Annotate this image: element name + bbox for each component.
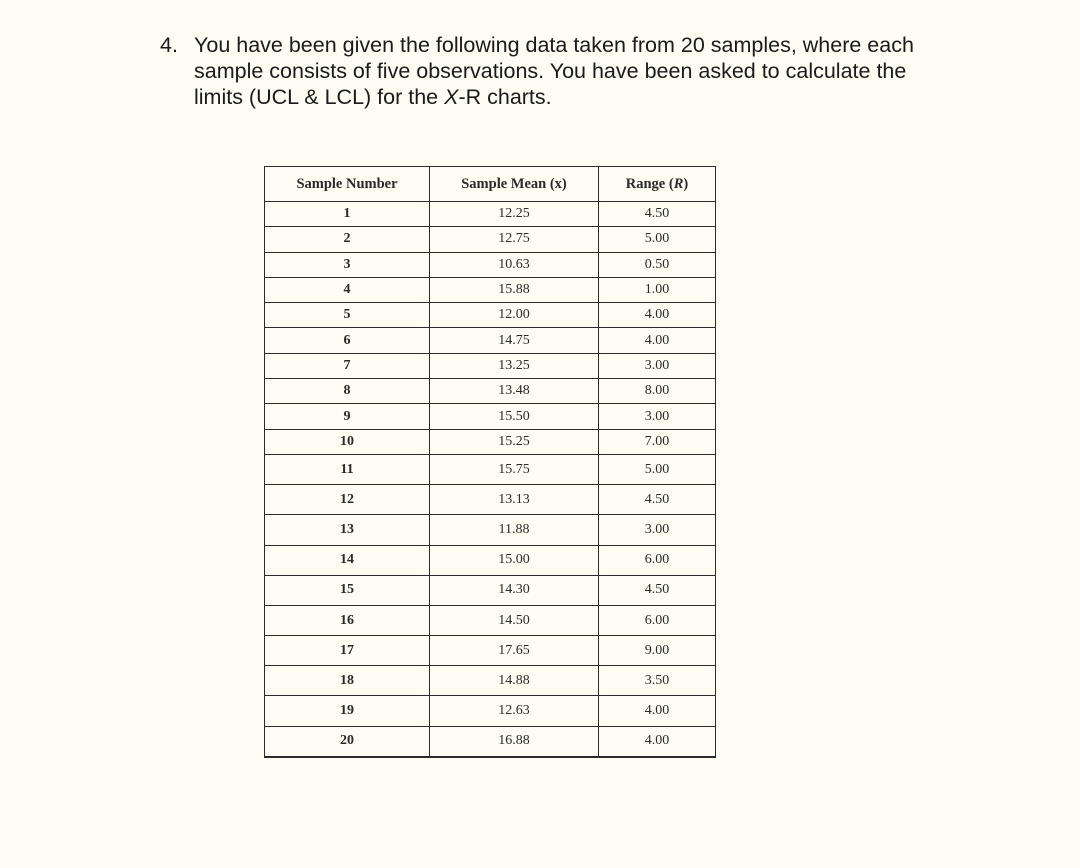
- table-row: [265, 353, 716, 378]
- cell-range: 6.00: [599, 605, 716, 635]
- cell-sample-mean: 16.88: [430, 726, 599, 757]
- cell-sample-number: 19: [265, 696, 430, 726]
- question-text: [194, 32, 966, 110]
- cell-sample-number: 7: [265, 353, 430, 378]
- cell-range: 0.50: [599, 252, 716, 277]
- cell-sample-number: 8: [265, 379, 430, 404]
- table-row: [265, 379, 716, 404]
- cell-sample-mean: 14.30: [430, 575, 599, 605]
- question-line-3-pre: limits (UCL & LCL) for the: [194, 85, 445, 109]
- header-range: [599, 167, 716, 202]
- cell-sample-mean: 12.25: [430, 202, 599, 227]
- table-row: [265, 696, 716, 726]
- table-row: [265, 666, 716, 696]
- cell-range: 4.50: [599, 485, 716, 515]
- cell-sample-number: 14: [265, 545, 430, 575]
- table-row: [265, 303, 716, 328]
- cell-sample-number: 17: [265, 636, 430, 666]
- table-body: [265, 202, 716, 757]
- question-number: 4.: [160, 33, 178, 57]
- cell-sample-number: 2: [265, 227, 430, 252]
- table-row: [265, 277, 716, 302]
- question-line-1: You have been given the following data taken from 20 samples, where each: [194, 33, 914, 57]
- cell-sample-number: 20: [265, 726, 430, 757]
- cell-range: 3.00: [599, 515, 716, 545]
- cell-sample-number: 16: [265, 605, 430, 635]
- cell-sample-mean: 17.65: [430, 636, 599, 666]
- header-sample-mean: Sample Mean (x): [430, 167, 599, 202]
- cell-range: 3.00: [599, 353, 716, 378]
- cell-range: 5.00: [599, 227, 716, 252]
- table-row: [265, 227, 716, 252]
- cell-sample-mean: 15.00: [430, 545, 599, 575]
- cell-sample-mean: 12.63: [430, 696, 599, 726]
- cell-sample-mean: 14.75: [430, 328, 599, 353]
- table-row: [265, 726, 716, 757]
- cell-sample-mean: 14.50: [430, 605, 599, 635]
- question-line-3-post: -R charts.: [458, 85, 552, 109]
- header-range-post: ): [683, 175, 689, 192]
- header-range-pre: Range (: [625, 175, 674, 192]
- cell-range: 3.00: [599, 404, 716, 429]
- cell-range: 4.00: [599, 696, 716, 726]
- header-range-r: R: [673, 175, 684, 192]
- table-row: [265, 636, 716, 666]
- cell-sample-mean: 15.88: [430, 277, 599, 302]
- cell-range: 4.50: [599, 575, 716, 605]
- table-row: [265, 605, 716, 635]
- table-row: [265, 429, 716, 454]
- cell-sample-number: 11: [265, 454, 430, 484]
- cell-sample-number: 18: [265, 666, 430, 696]
- cell-sample-mean: 11.88: [430, 515, 599, 545]
- cell-sample-number: 10: [265, 429, 430, 454]
- cell-sample-number: 6: [265, 328, 430, 353]
- cell-sample-mean: 10.63: [430, 252, 599, 277]
- question-line-2: sample consists of five observations. You have been asked to calculate the: [194, 59, 907, 83]
- cell-sample-mean: 12.00: [430, 303, 599, 328]
- cell-range: 4.50: [599, 202, 716, 227]
- cell-range: 4.00: [599, 303, 716, 328]
- cell-sample-mean: 15.25: [430, 429, 599, 454]
- table-row: [265, 328, 716, 353]
- cell-sample-number: 9: [265, 404, 430, 429]
- cell-range: 9.00: [599, 636, 716, 666]
- cell-range: 6.00: [599, 545, 716, 575]
- cell-sample-mean: 12.75: [430, 227, 599, 252]
- cell-sample-number: 12: [265, 485, 430, 515]
- table-row: [265, 454, 716, 484]
- table-row: [265, 575, 716, 605]
- cell-range: 3.50: [599, 666, 716, 696]
- cell-range: 4.00: [599, 328, 716, 353]
- cell-sample-number: 15: [265, 575, 430, 605]
- header-sample-number: Sample Number: [265, 167, 430, 202]
- cell-sample-number: 5: [265, 303, 430, 328]
- table-header-row: [265, 167, 716, 202]
- table-row: [265, 545, 716, 575]
- table-row: [265, 404, 716, 429]
- table-row: [265, 515, 716, 545]
- question-line-3-x: X: [444, 85, 459, 109]
- cell-sample-mean: 13.13: [430, 485, 599, 515]
- cell-range: 5.00: [599, 454, 716, 484]
- cell-range: 8.00: [599, 379, 716, 404]
- cell-sample-number: 3: [265, 252, 430, 277]
- table-row: [265, 485, 716, 515]
- cell-range: 7.00: [599, 429, 716, 454]
- cell-sample-mean: 15.75: [430, 454, 599, 484]
- cell-sample-mean: 14.88: [430, 666, 599, 696]
- question-line-3: [194, 84, 966, 110]
- table-row: [265, 252, 716, 277]
- table-row: [265, 202, 716, 227]
- sample-data-table: [264, 166, 716, 758]
- cell-sample-number: 13: [265, 515, 430, 545]
- cell-range: 4.00: [599, 726, 716, 757]
- cell-sample-mean: 13.25: [430, 353, 599, 378]
- cell-sample-mean: 15.50: [430, 404, 599, 429]
- cell-sample-mean: 13.48: [430, 379, 599, 404]
- cell-sample-number: 1: [265, 202, 430, 227]
- question-block: [160, 32, 966, 110]
- cell-sample-number: 4: [265, 277, 430, 302]
- cell-range: 1.00: [599, 277, 716, 302]
